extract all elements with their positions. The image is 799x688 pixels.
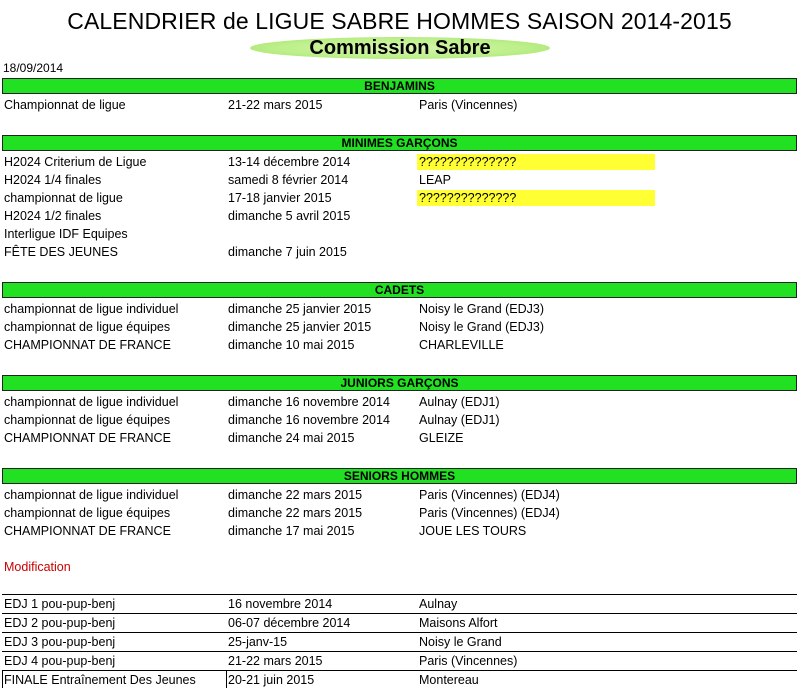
- section-header-minimes: MINIMES GARÇONS: [2, 135, 797, 151]
- commission-subtitle: Commission Sabre: [250, 37, 550, 59]
- modification-label: Modification: [4, 560, 71, 574]
- place-cell: Paris (Vincennes) (EDJ4): [419, 506, 560, 520]
- place-cell: CHARLEVILLE: [419, 338, 504, 352]
- document-date: 18/09/2014: [3, 61, 64, 75]
- section-header-seniors: SENIORS HOMMES: [2, 468, 797, 484]
- date-cell: dimanche 7 juin 2015: [228, 245, 347, 259]
- edj-date-cell: 25-janv-15: [228, 635, 288, 649]
- date-cell: dimanche 22 mars 2015: [228, 488, 363, 502]
- date-cell: 17-18 janvier 2015: [228, 191, 332, 205]
- place-cell: Paris (Vincennes) (EDJ4): [419, 488, 560, 502]
- date-cell: dimanche 5 avril 2015: [228, 209, 351, 223]
- edj-event-cell: EDJ 4 pou-pup-benj: [4, 654, 116, 668]
- date-cell: dimanche 17 mai 2015: [228, 524, 355, 538]
- place-cell: Aulnay (EDJ1): [419, 413, 500, 427]
- edj-event-cell: EDJ 2 pou-pup-benj: [4, 616, 116, 630]
- event-cell: H2024 1/2 finales: [4, 209, 102, 223]
- edj-border: [2, 594, 797, 595]
- date-cell: dimanche 25 janvier 2015: [228, 320, 372, 334]
- date-cell: dimanche 10 mai 2015: [228, 338, 355, 352]
- event-cell: championnat de ligue équipes: [4, 320, 171, 334]
- event-cell: championnat de ligue équipes: [4, 506, 171, 520]
- edj-border: [2, 670, 3, 688]
- event-cell: CHAMPIONNAT DE FRANCE: [4, 431, 171, 445]
- event-cell: FÊTE DES JEUNES: [4, 245, 118, 259]
- place-cell: ??????????????: [419, 191, 517, 205]
- date-cell: dimanche 25 janvier 2015: [228, 302, 372, 316]
- edj-date-cell: 06-07 décembre 2014: [228, 616, 351, 630]
- date-cell: dimanche 16 novembre 2014: [228, 413, 390, 427]
- edj-border: [2, 651, 797, 652]
- event-cell: CHAMPIONNAT DE FRANCE: [4, 338, 171, 352]
- place-cell: Noisy le Grand (EDJ3): [419, 320, 545, 334]
- event-cell: H2024 Criterium de Ligue: [4, 155, 147, 169]
- event-cell: championnat de ligue individuel: [4, 488, 179, 502]
- event-cell: CHAMPIONNAT DE FRANCE: [4, 524, 171, 538]
- edj-place-cell: Noisy le Grand: [419, 635, 502, 649]
- date-cell: dimanche 16 novembre 2014: [228, 395, 390, 409]
- place-cell: Paris (Vincennes): [419, 98, 518, 112]
- event-cell: H2024 1/4 finales: [4, 173, 102, 187]
- event-cell: championnat de ligue individuel: [4, 395, 179, 409]
- date-cell: samedi 8 février 2014: [228, 173, 349, 187]
- event-cell: championnat de ligue équipes: [4, 413, 171, 427]
- place-cell: Noisy le Grand (EDJ3): [419, 302, 545, 316]
- edj-place-cell: Maisons Alfort: [419, 616, 498, 630]
- edj-date-cell: 21-22 mars 2015: [228, 654, 323, 668]
- edj-event-cell: EDJ 1 pou-pup-benj: [4, 597, 116, 611]
- edj-date-cell: 16 novembre 2014: [228, 597, 333, 611]
- edj-border: [226, 670, 227, 688]
- section-header-cadets: CADETS: [2, 282, 797, 298]
- date-cell: 13-14 décembre 2014: [228, 155, 351, 169]
- section-header-juniors: JUNIORS GARÇONS: [2, 375, 797, 391]
- event-cell: championnat de ligue individuel: [4, 302, 179, 316]
- event-cell: championnat de ligue: [4, 191, 123, 205]
- date-cell: dimanche 22 mars 2015: [228, 506, 363, 520]
- edj-event-cell: FINALE Entraînement Des Jeunes: [4, 673, 196, 687]
- place-cell: ??????????????: [419, 155, 517, 169]
- document-title: CALENDRIER de LIGUE SABRE HOMMES SAISON 2014-2015: [67, 8, 732, 34]
- edj-place-cell: Montereau: [419, 673, 479, 687]
- edj-border: [2, 613, 797, 614]
- place-cell: JOUE LES TOURS: [419, 524, 527, 538]
- edj-place-cell: Aulnay: [419, 597, 458, 611]
- edj-event-cell: EDJ 3 pou-pup-benj: [4, 635, 116, 649]
- place-cell: LEAP: [419, 173, 451, 187]
- section-header-benjamins: BENJAMINS: [2, 78, 797, 94]
- edj-place-cell: Paris (Vincennes): [419, 654, 518, 668]
- edj-border: [2, 632, 797, 633]
- event-cell: Interligue IDF Equipes: [4, 227, 128, 241]
- place-cell: Aulnay (EDJ1): [419, 395, 500, 409]
- date-cell: dimanche 24 mai 2015: [228, 431, 355, 445]
- event-cell: Championnat de ligue: [4, 98, 126, 112]
- place-cell: GLEIZE: [419, 431, 464, 445]
- date-cell: 21-22 mars 2015: [228, 98, 323, 112]
- edj-date-cell: 20-21 juin 2015: [228, 673, 315, 687]
- edj-border: [2, 670, 797, 671]
